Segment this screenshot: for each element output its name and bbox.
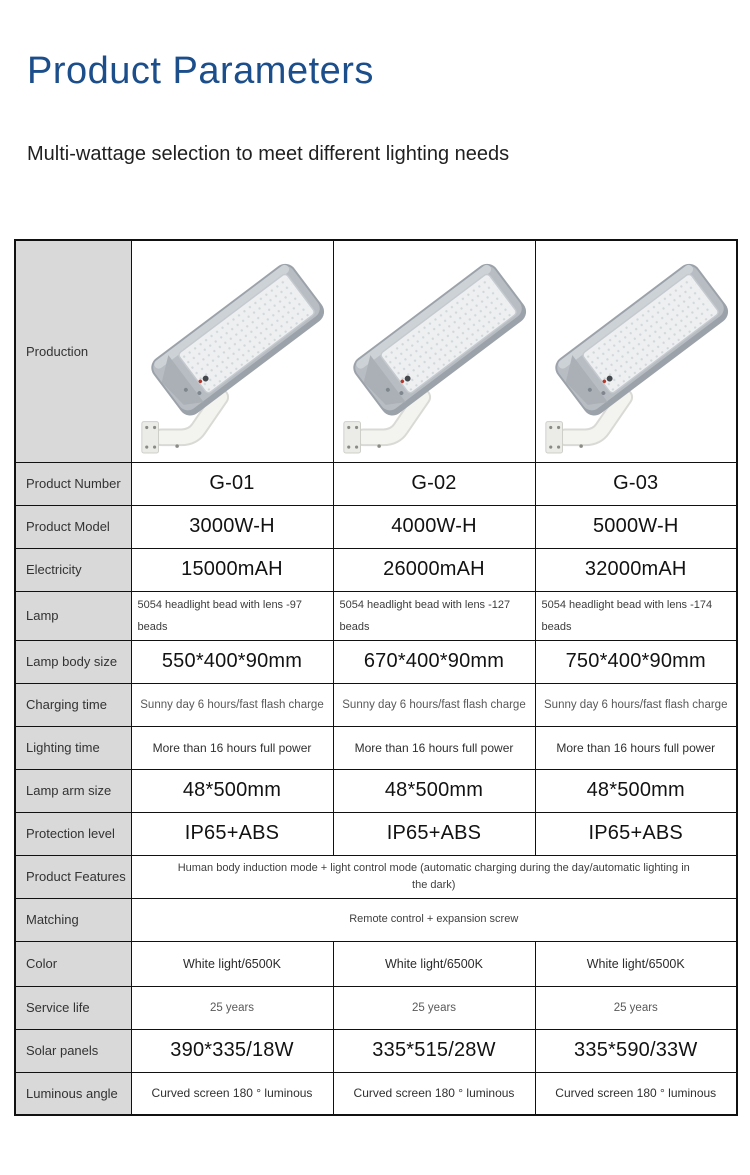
table-row-solar-panels — [15, 1029, 737, 1072]
cell-value: 5054 headlight bead with lens -97 beads — [131, 591, 333, 640]
table-row-matching — [15, 898, 737, 941]
cell-value: 670*400*90mm — [333, 640, 535, 683]
cell-value: 5000W-H — [535, 505, 737, 548]
cell-value: 3000W-H — [131, 505, 333, 548]
cell-value: Curved screen 180 ° luminous — [333, 1072, 535, 1115]
row-label: Product Features — [15, 855, 131, 898]
cell-value: 25 years — [535, 986, 737, 1029]
cell-value: IP65+ABS — [333, 812, 535, 855]
cell-value: 750*400*90mm — [535, 640, 737, 683]
cell-value-span: Human body induction mode + light control mode (automatic charging during the day/automatic lighting in the dark) — [131, 855, 737, 898]
cell-value: Curved screen 180 ° luminous — [131, 1072, 333, 1115]
table-row-lamp — [15, 591, 737, 640]
row-label: Protection level — [15, 812, 131, 855]
table-row-protection-level — [15, 812, 737, 855]
table-row-product-number — [15, 462, 737, 505]
product-image-g01 — [131, 240, 333, 462]
cell-value: 5054 headlight bead with lens -127 beads — [333, 591, 535, 640]
row-label: Luminous angle — [15, 1072, 131, 1115]
cell-value: IP65+ABS — [535, 812, 737, 855]
cell-value: 390*335/18W — [131, 1029, 333, 1072]
street-light-image — [538, 250, 734, 458]
table-row-luminous-angle — [15, 1072, 737, 1115]
table-row-color — [15, 941, 737, 986]
street-light-image — [336, 250, 532, 458]
page-subtitle: Multi-wattage selection to meet different lighting needs — [27, 143, 510, 165]
cell-value: Sunny day 6 hours/fast flash charge — [535, 683, 737, 726]
row-label: Lamp arm size — [15, 769, 131, 812]
cell-value: 25 years — [131, 986, 333, 1029]
table-row-service-life — [15, 986, 737, 1029]
row-label: Lighting time — [15, 726, 131, 769]
row-label: Matching — [15, 898, 131, 941]
cell-value: 15000mAH — [131, 548, 333, 591]
cell-value: 4000W-H — [333, 505, 535, 548]
row-label: Service life — [15, 986, 131, 1029]
cell-value: IP65+ABS — [131, 812, 333, 855]
cell-value-span: Remote control + expansion screw — [131, 898, 737, 941]
product-parameters-table — [14, 239, 738, 1116]
cell-value: 48*500mm — [131, 769, 333, 812]
cell-value: More than 16 hours full power — [535, 726, 737, 769]
table-row-product-features — [15, 855, 737, 898]
cell-value: 25 years — [333, 986, 535, 1029]
cell-value: G-01 — [131, 462, 333, 505]
row-label: Electricity — [15, 548, 131, 591]
cell-value: Sunny day 6 hours/fast flash charge — [333, 683, 535, 726]
table-row-lamp-body-size — [15, 640, 737, 683]
row-label: Charging time — [15, 683, 131, 726]
street-light-image — [134, 250, 330, 458]
cell-value: 48*500mm — [535, 769, 737, 812]
cell-value: 335*590/33W — [535, 1029, 737, 1072]
product-image-g02 — [333, 240, 535, 462]
table-row-production — [15, 240, 737, 462]
cell-value: Curved screen 180 ° luminous — [535, 1072, 737, 1115]
page-title: Product Parameters — [27, 50, 374, 92]
row-label-production: Production — [15, 240, 131, 462]
cell-value: Sunny day 6 hours/fast flash charge — [131, 683, 333, 726]
cell-value: G-02 — [333, 462, 535, 505]
table-row-electricity — [15, 548, 737, 591]
cell-value: White light/6500K — [333, 941, 535, 986]
cell-value: 5054 headlight bead with lens -174 beads — [535, 591, 737, 640]
cell-value: 48*500mm — [333, 769, 535, 812]
cell-value: White light/6500K — [535, 941, 737, 986]
row-label: Solar panels — [15, 1029, 131, 1072]
table-row-lamp-arm-size — [15, 769, 737, 812]
table-row-lighting-time — [15, 726, 737, 769]
cell-value: G-03 — [535, 462, 737, 505]
row-label: Lamp — [15, 591, 131, 640]
cell-value: 26000mAH — [333, 548, 535, 591]
cell-value: White light/6500K — [131, 941, 333, 986]
table-row-charging-time — [15, 683, 737, 726]
cell-value: 335*515/28W — [333, 1029, 535, 1072]
row-label: Color — [15, 941, 131, 986]
cell-value: More than 16 hours full power — [131, 726, 333, 769]
cell-value: More than 16 hours full power — [333, 726, 535, 769]
cell-value: 550*400*90mm — [131, 640, 333, 683]
table-row-product-model — [15, 505, 737, 548]
cell-value: 32000mAH — [535, 548, 737, 591]
row-label: Product Number — [15, 462, 131, 505]
row-label: Product Model — [15, 505, 131, 548]
row-label: Lamp body size — [15, 640, 131, 683]
product-image-g03 — [535, 240, 737, 462]
